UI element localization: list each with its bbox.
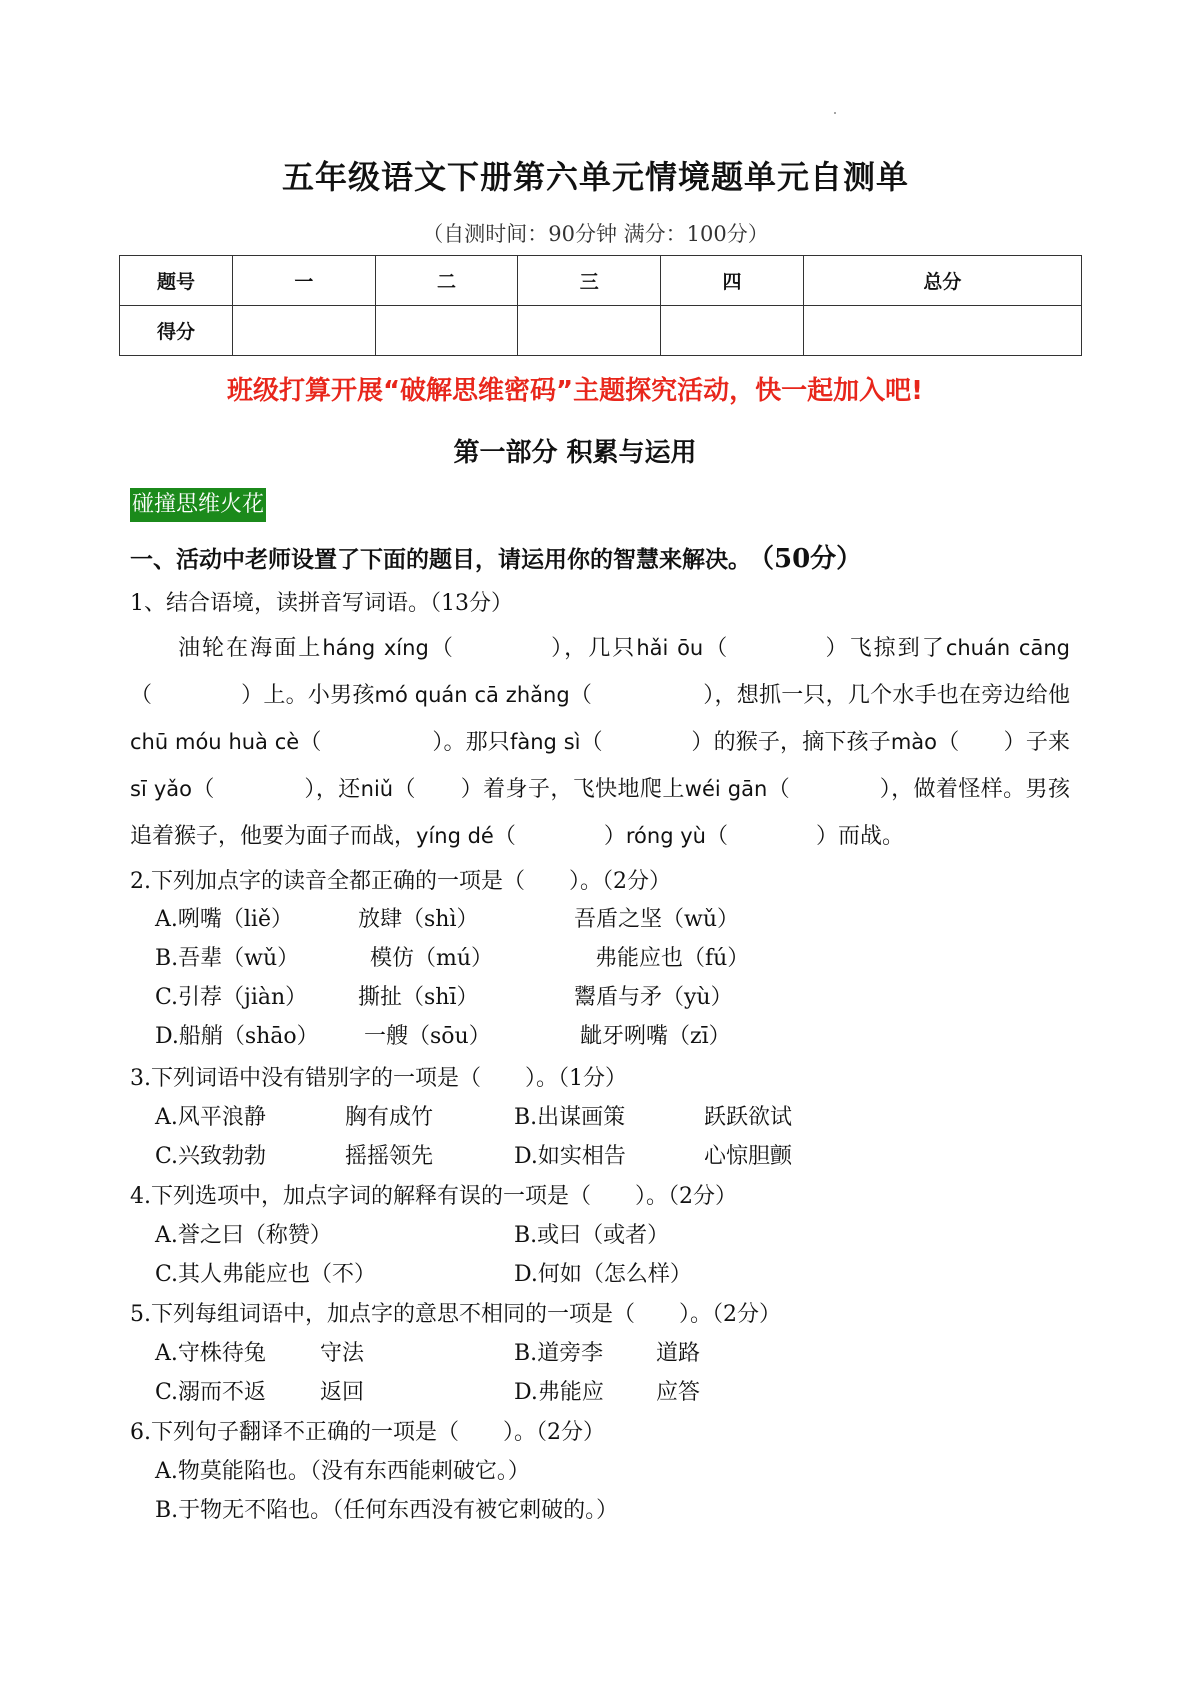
question-4-option[interactable]: B.或曰（或者） [514, 1223, 670, 1248]
pinyin: hǎi ōu [636, 636, 704, 660]
question-4-option[interactable]: A.誉之曰（称赞） [155, 1223, 332, 1248]
score-blank-cell[interactable] [375, 306, 518, 356]
pinyin: fàng sì [509, 730, 581, 754]
question-5-option[interactable]: C.溺而不返 [155, 1380, 267, 1405]
question-3-option[interactable]: B.出谋画策 [514, 1105, 626, 1130]
question-5-option[interactable]: B.道旁李 [514, 1341, 604, 1366]
score-blank-cell[interactable] [661, 306, 804, 356]
passage-paragraph [130, 625, 1070, 860]
score-table-score-row [120, 306, 1082, 356]
score-cell: 题号 [120, 256, 233, 306]
question-2-option-word: 模仿（mú） [370, 946, 494, 971]
pinyin: wéi gān [684, 777, 768, 801]
question-3-option-word: 跃跃欲试 [704, 1105, 793, 1130]
question-2-option-word: 撕扯（shī） [358, 985, 479, 1010]
section-heading-text: 一、活动中老师设置了下面的题目，请运用你的智慧来解决。 [130, 547, 751, 573]
page-subtitle: （自测时间：90分钟 满分：100分） [422, 222, 769, 246]
question-2-option[interactable]: B.吾辈（wǔ） [155, 946, 300, 971]
pinyin: háng xíng [322, 636, 429, 660]
question-3-option-word: 胸有成竹 [345, 1105, 434, 1130]
score-cell: 四 [661, 256, 804, 306]
question-5-stem: 5.下列每组词语中，加点字的意思不相同的一项是（ ）。（2分） [130, 1302, 781, 1327]
answer-blank[interactable]: （ ）子来 [937, 730, 1070, 755]
answer-blank[interactable]: （ ），几只 [428, 636, 637, 661]
question-5-option[interactable]: D.弗能应 [514, 1380, 604, 1405]
answer-blank[interactable]: （ ）的猴子，摘下孩子 [580, 730, 891, 755]
question-5-option-word: 守法 [320, 1341, 365, 1366]
section-points: （50分） [761, 544, 863, 574]
answer-blank[interactable]: （ ）。那只 [299, 730, 510, 755]
question-3-option[interactable]: C.兴致勃勃 [155, 1144, 267, 1169]
question-6-stem: 6.下列句子翻译不正确的一项是（ ）。（2分） [130, 1420, 605, 1445]
answer-blank[interactable]: （ ），还 [192, 777, 361, 802]
answer-blank[interactable]: （ ）飞掠到了 [703, 636, 946, 661]
question-4-option[interactable]: C.其人弗能应也（不） [155, 1262, 377, 1287]
score-blank-cell[interactable] [233, 306, 376, 356]
answer-blank[interactable]: （ ）上。小男孩 [130, 683, 375, 708]
question-6-option[interactable]: A.物莫能陷也。（没有东西能刺破它。） [155, 1459, 530, 1484]
stray-mark [834, 112, 836, 114]
question-2-option-word: 吾盾之坚（wǔ） [574, 907, 740, 932]
question-6-option[interactable]: B.于物无不陷也。（任何东西没有被它刺破的。） [155, 1498, 619, 1523]
question-2-option-word: 放肆（shì） [358, 907, 479, 932]
question-4-stem: 4.下列选项中，加点字词的解释有误的一项是（ ）。（2分） [130, 1184, 737, 1209]
score-table [119, 255, 1082, 356]
pinyin: mó quán cā zhǎng [374, 683, 570, 707]
question-3-stem: 3.下列词语中没有错别字的一项是（ ）。（1分） [130, 1066, 627, 1091]
score-blank-cell[interactable] [518, 306, 661, 356]
answer-blank[interactable]: （ ）着身子，飞快地爬上 [393, 777, 685, 802]
answer-blank[interactable]: （ ），想抓一只，几个水手也在旁边给他 [569, 683, 1070, 708]
question-1-stem: 1、结合语境，读拼音写词语。（13分） [130, 591, 513, 616]
answer-blank[interactable]: （ ），做着怪样。男孩追着猴子，他要为面子而战， [130, 777, 1070, 849]
question-2-option[interactable]: D.船艄（shāo） [155, 1024, 319, 1049]
score-table-header-row [120, 256, 1082, 306]
question-2-option[interactable]: A.咧嘴（liě） [155, 907, 293, 932]
question-5-option-word: 道路 [656, 1341, 701, 1366]
score-cell: 总分 [803, 256, 1081, 306]
pinyin: chuán cāng [945, 636, 1070, 660]
question-2-option-word: 弗能应也（fú） [595, 946, 750, 971]
score-cell: 一 [233, 256, 376, 306]
part-title: 第一部分 积累与运用 [453, 438, 697, 468]
pinyin: sī yǎo [130, 777, 192, 801]
pinyin: niǔ [360, 777, 394, 801]
question-3-option-word: 心惊胆颤 [704, 1144, 793, 1169]
pinyin: chū móu huà cè [130, 730, 300, 754]
score-row-label: 得分 [120, 306, 233, 356]
page-title: 五年级语文下册第六单元情境题单元自测单 [281, 158, 909, 196]
question-4-option[interactable]: D.何如（怎么样） [514, 1262, 692, 1287]
question-3-option[interactable]: D.如实相告 [514, 1144, 626, 1169]
question-3-option[interactable]: A.风平浪静 [155, 1105, 266, 1130]
answer-blank[interactable]: （ ）而战。 [705, 824, 904, 849]
question-5-option-word: 返回 [320, 1380, 365, 1405]
pinyin: yíng dé [416, 824, 494, 848]
question-2-option[interactable]: C.引荐（jiàn） [155, 985, 308, 1010]
question-5-option-word: 应答 [656, 1380, 701, 1405]
question-2-option-word: 龇牙咧嘴（zī） [580, 1024, 731, 1049]
question-2-option-word: 鬻盾与矛（yù） [574, 985, 733, 1010]
question-3-option-word: 摇摇领先 [345, 1144, 434, 1169]
question-5-option[interactable]: A.守株待兔 [155, 1341, 266, 1366]
question-1-passage [130, 625, 1070, 860]
activity-banner: 班级打算开展“破解思维密码”主题探究活动，快一起加入吧! [226, 376, 924, 406]
question-2-option-word: 一艘（sōu） [364, 1024, 491, 1049]
section-tag: 碰撞思维火花 [130, 488, 266, 522]
section-heading [130, 538, 862, 575]
score-cell: 二 [375, 256, 518, 306]
score-blank-cell[interactable] [803, 306, 1081, 356]
pinyin: mào [890, 730, 938, 754]
question-2-stem: 2.下列加点字的读音全都正确的一项是（ ）。（2分） [130, 869, 671, 894]
score-cell: 三 [518, 256, 661, 306]
passage-text: 油轮在海面上 [178, 636, 323, 661]
answer-blank[interactable]: （ ） [493, 824, 626, 849]
pinyin: róng yù [625, 824, 706, 848]
